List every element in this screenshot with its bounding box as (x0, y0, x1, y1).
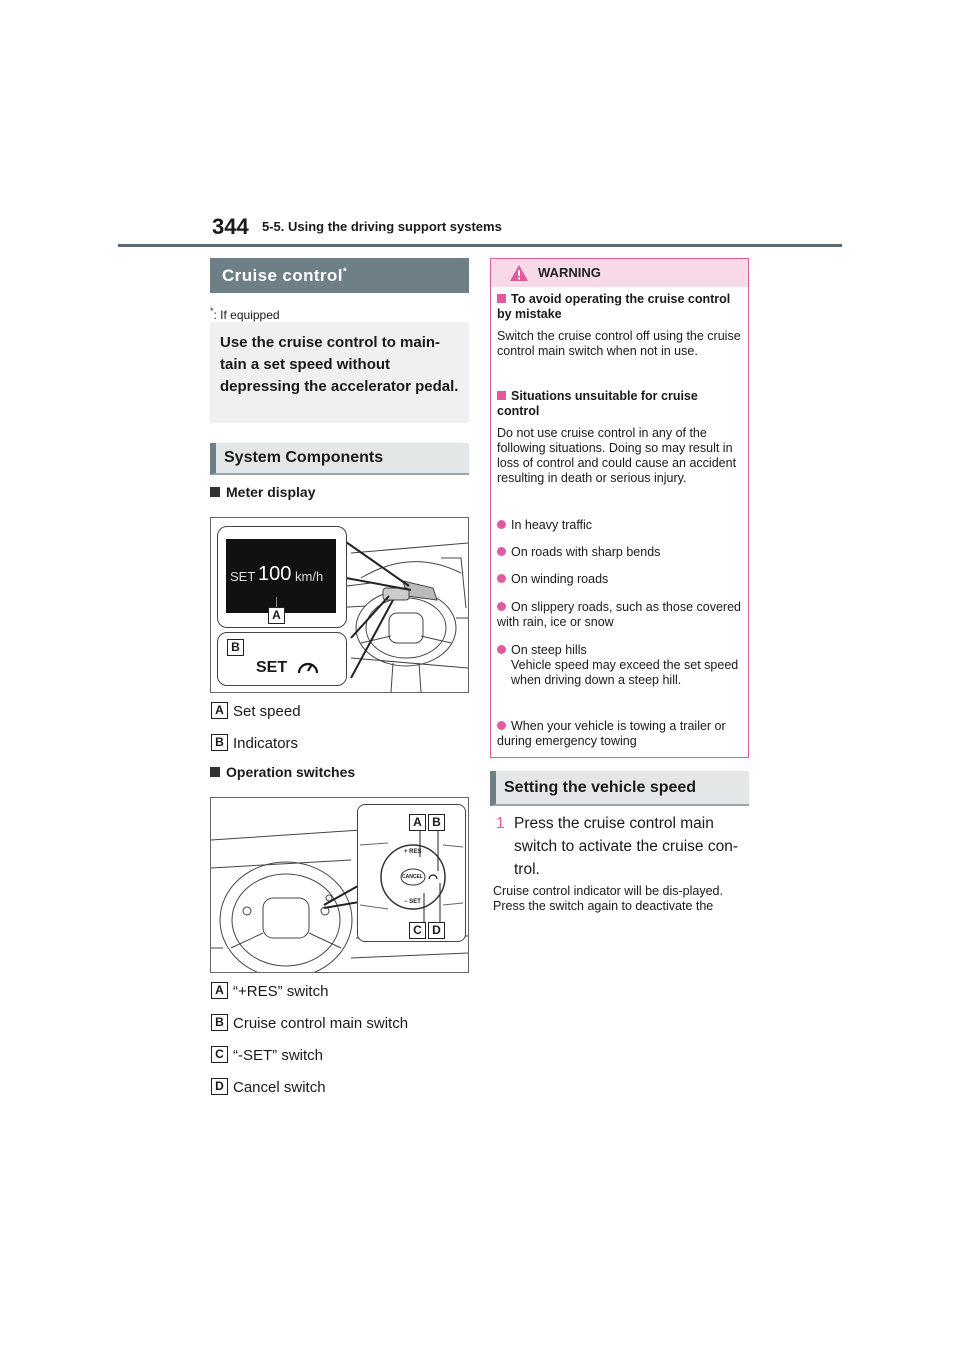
meter-display-heading-text: Meter display (226, 484, 316, 500)
page-title-bar (210, 258, 469, 293)
warning-bullet-text: In heavy traffic (511, 518, 593, 532)
warning-box (490, 258, 749, 758)
meter-display-heading (210, 484, 315, 500)
setting-speed-heading (490, 771, 749, 806)
page-number: 344 (212, 214, 249, 239)
intro-text: Use the cruise control to main-tain a set speed without depressing the accelerator pedal. (220, 334, 459, 395)
system-components-heading-text: System Components (224, 449, 384, 466)
warning-title: WARNING (538, 265, 601, 280)
step-note: Cruise control indicator will be dis-played. Press the switch again to deactivate the (493, 884, 723, 913)
bullet-dot-icon (497, 645, 506, 654)
warning-bullet-text: On slippery roads, such as those covered with rain, ice or snow (497, 600, 741, 629)
warning-triangle-icon (509, 264, 529, 282)
bullet-dot-icon (497, 547, 506, 556)
label-b: B (227, 639, 244, 656)
warning-header (491, 259, 748, 287)
callout-leader (276, 597, 277, 607)
cruise-main-switch-icon (428, 871, 438, 880)
footnote (210, 306, 280, 322)
intro-box (210, 322, 469, 423)
step-text: Press the cruise control main switch to activate the cruise con-trol. (514, 815, 738, 878)
label-a: A (268, 607, 285, 624)
warning-bullet (497, 518, 742, 533)
indicator-callout (217, 632, 347, 686)
warning-bullet (497, 719, 742, 749)
operation-switches-figure (210, 797, 469, 973)
item-indicators: Indicators (233, 735, 299, 752)
item-main-switch: Cruise control main switch (233, 1015, 409, 1032)
bullet-dot-icon (497, 721, 506, 730)
setting-speed-heading-text: Setting the vehicle speed (504, 779, 697, 796)
meter-display-figure (210, 517, 469, 693)
warning-subheading-1-text: To avoid operating the cruise control by mistake (497, 292, 731, 321)
footnote-mark: * (210, 306, 214, 316)
meter-screen (226, 539, 336, 613)
screen-set-label: SET (230, 569, 256, 584)
square-bullet-icon (210, 767, 220, 777)
switch-callout (357, 804, 466, 942)
square-bullet-icon (210, 487, 220, 497)
switch-label-d: D (428, 922, 445, 939)
warning-bullet (497, 572, 742, 587)
bullet-dot-icon (497, 602, 506, 611)
warning-text-1: Switch the cruise control off using the cruise control main switch when not in use. (497, 329, 741, 358)
warning-bullet (497, 600, 742, 630)
header-rule (118, 244, 842, 247)
warning-subheading-1 (497, 292, 737, 322)
item-set-switch: “-SET” switch (233, 1047, 323, 1064)
step-1 (496, 812, 756, 881)
warning-subheading-2-text: Situations unsuitable for cruise control (497, 389, 698, 418)
switch-label-a: A (409, 814, 426, 831)
footnote-text: : If equipped (213, 308, 280, 322)
warning-bullet-text: On winding roads (511, 572, 609, 586)
bullet-dot-icon (497, 574, 506, 583)
square-bullet-icon (497, 391, 506, 400)
res-switch-label: + RES (404, 849, 422, 855)
warning-bullet-text: When your vehicle is towing a trailer or during emergency towing (497, 719, 726, 748)
meter-callout (217, 526, 347, 628)
warning-bullet (497, 643, 742, 688)
bullet-dot-icon (497, 520, 506, 529)
screen-speed-value: 100 (258, 563, 292, 585)
warning-subheading-2 (497, 389, 737, 419)
title-footnote-mark: * (342, 266, 348, 278)
item-label-c: C (211, 1046, 228, 1063)
switch-label-b: B (428, 814, 445, 831)
item-label-a: A (211, 982, 228, 999)
warning-bullet-text: On roads with sharp bends (511, 545, 661, 559)
warning-bullet (497, 545, 742, 560)
item-label-b: B (211, 1014, 228, 1031)
warning-text-2: Do not use cruise control in any of the following situations. Doing so may result in loss of control and could cause an accident resulting in death or serious injury. (497, 426, 737, 485)
page-title-text: Cruise control (222, 266, 343, 285)
screen-speed-unit: km/h (295, 569, 324, 584)
operation-switches-heading (210, 764, 355, 780)
item-res-switch: “+RES” switch (233, 983, 329, 1000)
section-title: 5-5. Using the driving support systems (262, 219, 502, 234)
set-switch-label: − SET (404, 899, 421, 905)
item-label-b: B (211, 734, 228, 751)
switch-label-c: C (409, 922, 426, 939)
indicator-set-text: SET (256, 659, 288, 676)
page-title (222, 266, 347, 286)
warning-bullet-text: On steep hills (511, 643, 587, 657)
item-set-speed: Set speed (233, 703, 301, 720)
system-components-heading (210, 443, 469, 475)
cruise-indicator-icon (296, 655, 320, 677)
cancel-switch-label: CANCEL (402, 874, 423, 880)
step-number: 1 (496, 815, 505, 832)
warning-bullet-detail: Vehicle speed may exceed the set speed when driving down a steep hill. (511, 658, 739, 687)
item-label-a: A (211, 702, 228, 719)
item-cancel-switch: Cancel switch (233, 1079, 326, 1096)
operation-switches-heading-text: Operation switches (226, 764, 356, 780)
square-bullet-icon (497, 294, 506, 303)
item-label-d: D (211, 1078, 228, 1095)
